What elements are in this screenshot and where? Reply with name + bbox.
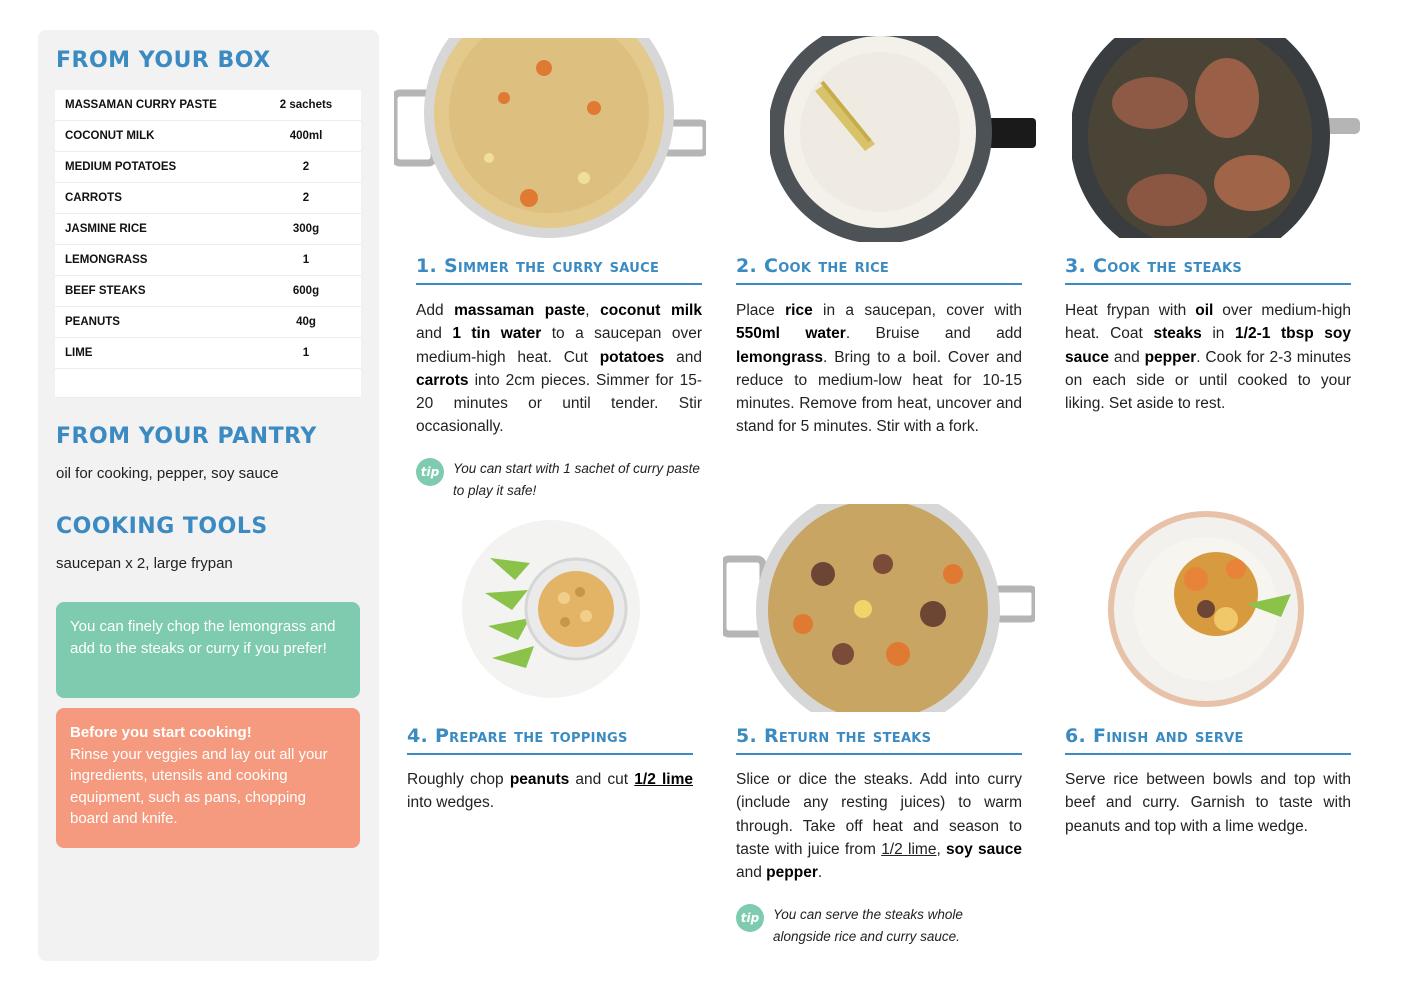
from-your-pantry-heading: FROM YOUR PANTRY [56,424,317,449]
tools-text: saucepan x 2, large frypan [56,555,233,572]
step-5-text: Slice or dice the steaks. Add into curry (include any resting juices) to warm through. Take off heat and season to taste with juice from 1/2 lime, soy sauce and pepper. [736,771,1022,882]
step-4-title: 4. Prepare the toppings [407,725,693,755]
rice-photo [770,36,1036,242]
step-2-text: Place rice in a saucepan, cover with 550ml water. Bruise and add lemongrass. Bring to a boil. Cover and reduce to medium-low heat for 10-15 minutes. Remove from heat, uncover and stand for 5 minutes. Stir with a fork. [736,302,1022,436]
cooking-tools-heading: COOKING TOOLS [56,514,268,539]
ingredient-row [55,121,361,152]
ingredient-qty: 40g [251,307,361,338]
step-1-text: Add massaman paste, coconut milk and 1 tin water to a saucepan over medium-high heat. Cut potatoes and carrots into 2cm pieces. Simmer for 15-20 minutes or until tender. Stir occasionally. [416,302,702,436]
from-your-box-heading: FROM YOUR BOX [56,48,271,73]
ingredient-name: CARROTS [55,183,251,214]
ingredient-name: COCONUT MILK [55,121,251,152]
tip-badge-icon: tip [416,458,444,486]
ingredient-qty: 400ml [251,121,361,152]
step-4-text: Roughly chop peanuts and cut 1/2 lime into wedges. [407,771,694,812]
ingredient-qty: 1 [251,245,361,276]
ingredient-spacer-row [55,369,361,398]
ingredient-qty: 2 [251,152,361,183]
step-1-tip: You can start with 1 sachet of curry paste to play it safe! [453,461,700,498]
ingredient-row [55,152,361,183]
step-3-text: Heat frypan with oil over medium-high heat. Coat steaks in 1/2-1 tbsp soy sauce and pepper. Cook for 2-3 minutes on each side or until cooked to your liking. Set aside to rest. [1065,302,1351,413]
finished-bowl-photo [1106,509,1306,709]
steaks-photo [1072,38,1360,238]
before-start-text: Rinse your veggies and lay out all your ingredients, utensils and cooking equipment, such as pans, chopping board and knife. [70,745,328,827]
step-1-title: 1. Simmer the curry sauce [416,255,702,285]
before-start-note [56,708,360,848]
ingredient-name: JASMINE RICE [55,214,251,245]
ingredient-row [55,338,361,369]
ingredient-qty: 600g [251,276,361,307]
toppings-photo [460,518,642,700]
ingredient-name: MEDIUM POTATOES [55,152,251,183]
curry-sauce-photo [394,38,706,238]
tip-badge-icon: tip [736,904,764,932]
lemongrass-tip-note [56,602,360,698]
pantry-text: oil for cooking, pepper, soy sauce [56,465,279,482]
ingredient-row [55,245,361,276]
ingredient-name: LIME [55,338,251,369]
ingredient-row [55,214,361,245]
ingredient-qty: 2 sachets [251,90,361,121]
step-5-tip: You can serve the steaks whole alongside rice and curry sauce. [773,907,963,944]
ingredient-name: MASSAMAN CURRY PASTE [55,90,251,121]
ingredients-table [55,90,361,398]
before-start-title: Before you start cooking! [70,724,252,741]
ingredient-row [55,276,361,307]
step-5-title: 5. Return the steaks [736,725,1022,755]
ingredient-qty: 1 [251,338,361,369]
ingredient-row [55,90,361,121]
step-6-title: 6. Finish and serve [1065,725,1351,755]
ingredient-qty: 2 [251,183,361,214]
step-6-text: Serve rice between bowls and top with beef and curry. Garnish to taste with peanuts and top with a lime wedge. [1065,771,1351,835]
step-3-title: 3. Cook the steaks [1065,255,1351,285]
lemongrass-tip-text: You can finely chop the lemongrass and add to the steaks or curry if you prefer! [70,618,336,657]
ingredient-name: PEANUTS [55,307,251,338]
step-2-title: 2. Cook the rice [736,255,1022,285]
ingredient-row [55,183,361,214]
ingredient-qty: 300g [251,214,361,245]
ingredient-name: LEMONGRASS [55,245,251,276]
ingredient-row [55,307,361,338]
ingredient-name: BEEF STEAKS [55,276,251,307]
return-steaks-photo [723,504,1035,712]
